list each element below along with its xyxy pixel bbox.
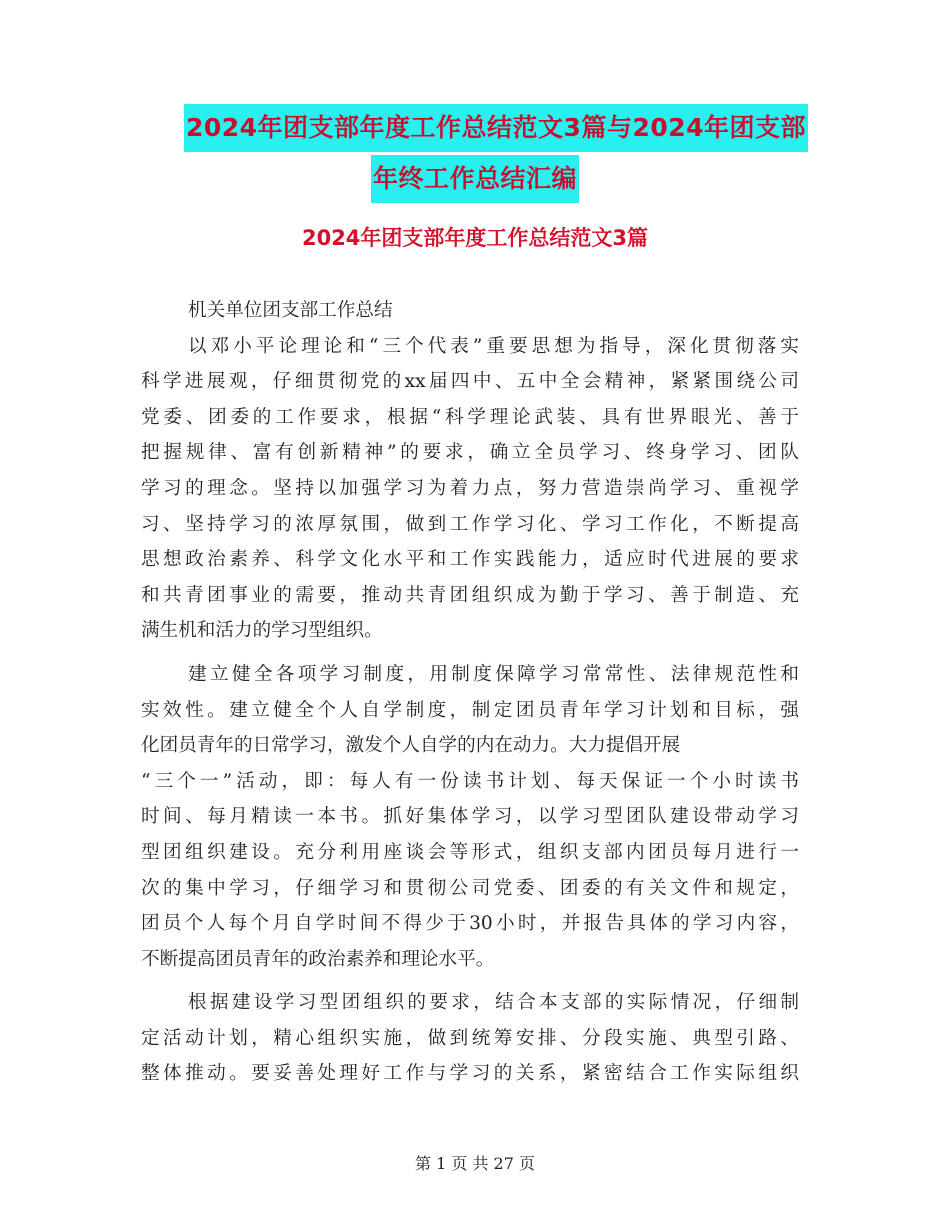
text-line: 定活动计划，精心组织实施，做到统筹安排、分段实施、典型引路、 [141, 1027, 799, 1049]
text-line: 时间、每月精读一本书。抓好集体学习，以学习型团队建设带动学习 [141, 806, 799, 828]
paragraph-2 [141, 657, 799, 977]
document-subtitle: 2024年团支部年度工作总结范文3篇 [301, 226, 649, 250]
paragraph-spacer [141, 649, 799, 657]
text-line: 化团员青年的日常学习，激发个人自学的内在动力。大力提倡开展 [141, 735, 681, 757]
paragraph-1 [141, 329, 799, 649]
text-line: 和共青团事业的需要，推动共青团组织成为勤于学习、善于制造、充 [141, 584, 799, 606]
text-line: 建立健全各项学习制度，用制度保障学习常常性、法律规范性和 [188, 663, 799, 685]
text-line: 科学进展观，仔细贯彻党的xx届四中、五中全会精神，紧紧围绕公司 [141, 371, 799, 393]
text-line: 把握规律、富有创新精神”的要求，确立全员学习、终身学习、团队 [141, 442, 799, 464]
text-line: 思想政治素养、科学文化水平和工作实践能力，适应时代进展的要求 [141, 549, 799, 571]
text-line: 根据建设学习型团组织的要求，结合本支部的实际情况，仔细制 [188, 992, 799, 1014]
title-line-2: 年终工作总结汇编 [371, 155, 579, 203]
text-line: 党委、团委的工作要求，根据“科学理论武装、具有世界眼光、善于 [141, 406, 799, 428]
text-line: 整体推动。要妥善处理好工作与学习的关系，紧密结合工作实际组织 [141, 1063, 799, 1085]
text-line: 不断提高团员青年的政治素养和理论水平。 [141, 948, 495, 970]
title-line-1: 2024年团支部年度工作总结范文3篇与2024年团支部 [184, 104, 808, 152]
text-line: 次的集中学习，仔细学习和贯彻公司党委、团委的有关文件和规定， [141, 877, 799, 899]
text-line: 型团组织建设。充分利用座谈会等形式，组织支部内团员每月进行一 [141, 841, 799, 863]
paragraph-3 [141, 985, 799, 1092]
text-line: “三个一”活动，即：每人有一份读书计划、每天保证一个小时读书 [141, 770, 799, 792]
text-line: 实效性。建立健全个人自学制度，制定团员青年学习计划和目标，强 [141, 699, 799, 721]
document-title [0, 104, 950, 206]
document-body [141, 293, 799, 1092]
text-line: 团员个人每个月自学时间不得少于30小时，并报告具体的学习内容， [141, 913, 799, 935]
paragraph-spacer [141, 977, 799, 985]
text-line: 习、坚持学习的浓厚氛围，做到工作学习化、学习工作化，不断提高 [141, 513, 799, 535]
section-heading: 机关单位团支部工作总结 [188, 300, 393, 321]
text-line: 以邓小平论理论和“三个代表”重要思想为指导，深化贯彻落实 [188, 335, 799, 357]
text-line: 学习的理念。坚持以加强学习为着力点，努力营造崇尚学习、重视学 [141, 477, 799, 499]
page-number-footer: 第 1 页 共 27 页 [415, 1154, 535, 1173]
text-line: 满生机和活力的学习型组织。 [141, 620, 383, 642]
